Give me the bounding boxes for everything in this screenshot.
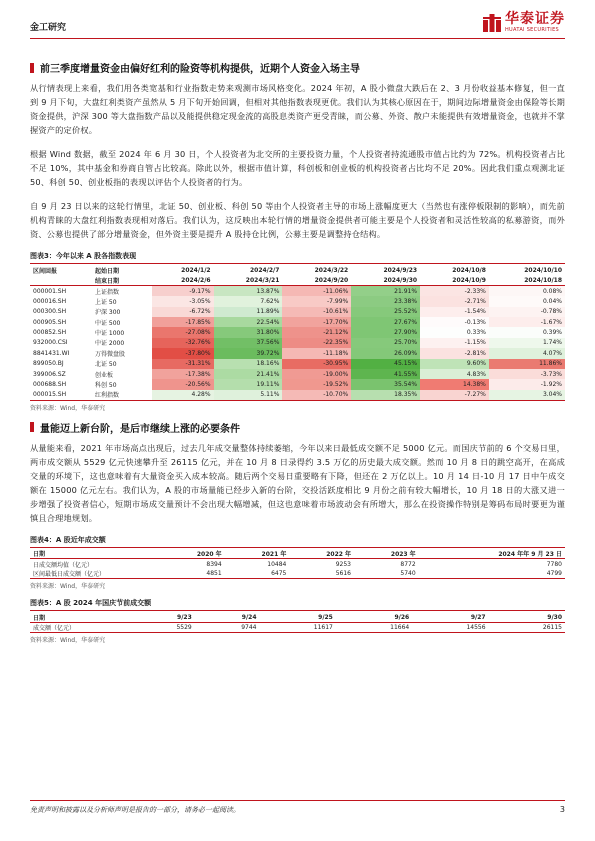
return-cell: 27.90% bbox=[351, 327, 420, 337]
header-cell: 2021 年 bbox=[261, 551, 287, 559]
index-name: 北证 50 bbox=[95, 361, 117, 369]
table-cell: 8772 bbox=[400, 560, 416, 568]
return-cell: -6.72% bbox=[152, 307, 214, 317]
table-header-row bbox=[30, 612, 565, 622]
return-cell: 45.15% bbox=[351, 359, 420, 369]
table-cell: 26115 bbox=[542, 624, 562, 632]
index-code: 000300.SH bbox=[33, 308, 67, 316]
return-cell: 23.38% bbox=[351, 296, 420, 306]
section-title bbox=[30, 60, 565, 75]
return-cell: 1.74% bbox=[489, 338, 565, 348]
return-cell: -32.76% bbox=[152, 338, 214, 348]
table-cell: 9253 bbox=[335, 560, 352, 568]
header-cell: 日期 bbox=[33, 551, 46, 559]
header-cell: 2024/2/6 bbox=[181, 276, 211, 284]
header-cell bbox=[30, 275, 92, 285]
turnover-by-year-table bbox=[30, 549, 565, 580]
header-cell: 区间回报 bbox=[33, 267, 58, 275]
return-cell: 39.72% bbox=[214, 348, 283, 358]
return-cell: 27.67% bbox=[351, 317, 420, 327]
index-name: 上证 50 bbox=[95, 298, 117, 306]
header-divider bbox=[30, 38, 565, 39]
table-cell: 7780 bbox=[546, 560, 562, 568]
header-cell: 2024 年年 9 月 23 日 bbox=[498, 551, 562, 559]
huatai-logo bbox=[483, 12, 565, 33]
index-code: 000688.SH bbox=[33, 380, 67, 388]
return-cell: 35.54% bbox=[351, 379, 420, 389]
table-row bbox=[30, 623, 565, 633]
table-row bbox=[30, 327, 565, 337]
return-cell: 4.07% bbox=[489, 348, 565, 358]
footer-disclaimer: 免责声明和披露以及分析师声明是报告的一部分，请务必一起阅读。 bbox=[30, 806, 240, 814]
section-title-text: 前三季度增量资金由偏好红利的险资等机构提供，近期个人资金入场主导 bbox=[40, 64, 360, 75]
row-label: 区间最低日成交额（亿元） bbox=[33, 571, 106, 579]
table-row bbox=[30, 379, 565, 389]
return-cell: -2.33% bbox=[420, 286, 489, 296]
return-cell: 0.33% bbox=[420, 327, 489, 337]
section-marker bbox=[30, 422, 34, 432]
return-cell: -17.70% bbox=[282, 317, 351, 327]
table-cell: 9744 bbox=[241, 624, 257, 632]
table-cell: 5740 bbox=[400, 570, 416, 578]
header-cell: 2023 年 bbox=[390, 551, 416, 559]
return-cell: -19.52% bbox=[282, 379, 351, 389]
header-cell: 2024/3/21 bbox=[245, 276, 280, 284]
index-code: 899050.BJ bbox=[33, 360, 64, 368]
index-name: 沪深 300 bbox=[95, 309, 121, 317]
return-cell: 13.87% bbox=[214, 286, 283, 296]
header-cell: 日期 bbox=[33, 614, 46, 622]
huatai-logo-icon bbox=[483, 14, 501, 32]
main-content bbox=[30, 60, 565, 652]
index-name: 万得微盘股 bbox=[95, 350, 126, 358]
table-title: 图表3：今年以来 A 股各指数表现 bbox=[30, 251, 565, 264]
section-title bbox=[30, 420, 565, 435]
table-cell: 5616 bbox=[335, 570, 352, 578]
return-cell: 21.91% bbox=[351, 286, 420, 296]
return-cell: 7.62% bbox=[214, 296, 283, 306]
return-cell: -31.31% bbox=[152, 359, 214, 369]
return-cell: 0.39% bbox=[489, 327, 565, 337]
return-cell: -9.17% bbox=[152, 286, 214, 296]
index-code: 000001.SH bbox=[33, 287, 67, 295]
table-row bbox=[30, 286, 565, 296]
return-cell: -1.54% bbox=[420, 307, 489, 317]
header-cell: 2024/10/9 bbox=[452, 276, 486, 284]
footer-divider bbox=[30, 800, 565, 801]
return-cell: 11.89% bbox=[214, 307, 283, 317]
return-cell: 21.41% bbox=[214, 369, 283, 379]
table-cell: 8394 bbox=[206, 560, 222, 568]
table-source: 资料来源：Wind，华泰研究 bbox=[30, 583, 106, 591]
return-cell: -0.13% bbox=[420, 317, 489, 327]
table-row bbox=[30, 338, 565, 348]
return-cell: -1.92% bbox=[489, 379, 565, 389]
header-cell: 9/26 bbox=[394, 613, 410, 621]
header-cell: 9/23 bbox=[177, 613, 192, 621]
index-code: 8841431.WI bbox=[33, 349, 70, 357]
header-cell: 2024/9/30 bbox=[383, 276, 418, 284]
section-title-text: 量能迈上新台阶，是后市继续上涨的必要条件 bbox=[40, 423, 240, 435]
index-code: 000905.SH bbox=[33, 318, 67, 326]
index-name: 中证 500 bbox=[95, 319, 121, 327]
return-cell: 9.60% bbox=[420, 359, 489, 369]
header-cell: 2024/3/22 bbox=[314, 266, 349, 274]
logo-name: 华泰证券 bbox=[505, 11, 565, 27]
header-cell: 2024/9/23 bbox=[383, 266, 418, 274]
return-cell: -11.06% bbox=[282, 286, 351, 296]
return-cell: 26.09% bbox=[351, 348, 420, 358]
header-cell: 2024/9/20 bbox=[314, 276, 349, 284]
return-cell: -1.15% bbox=[420, 338, 489, 348]
return-cell: -17.85% bbox=[152, 317, 214, 327]
return-cell: -7.27% bbox=[420, 390, 489, 400]
section-marker bbox=[30, 63, 34, 73]
index-code: 000016.SH bbox=[33, 297, 67, 305]
return-cell: -20.56% bbox=[152, 379, 214, 389]
return-cell: -0.78% bbox=[489, 307, 565, 317]
header-tag: 金工研究 bbox=[30, 23, 67, 33]
index-name: 中证 1000 bbox=[95, 330, 125, 338]
index-name: 科创 50 bbox=[95, 381, 117, 389]
table-header-row bbox=[30, 265, 565, 275]
header-cell: 9/27 bbox=[470, 613, 486, 621]
return-cell: -1.67% bbox=[489, 317, 565, 327]
return-cell: -37.80% bbox=[152, 348, 214, 358]
table-row bbox=[30, 569, 565, 579]
index-performance-table bbox=[30, 265, 565, 401]
return-cell: -30.95% bbox=[282, 359, 351, 369]
return-cell: -27.08% bbox=[152, 327, 214, 337]
return-cell: -7.99% bbox=[282, 296, 351, 306]
table-cell: 10484 bbox=[267, 560, 287, 568]
return-cell: 0.08% bbox=[489, 286, 565, 296]
return-cell: 4.28% bbox=[152, 390, 214, 400]
pre-holiday-turnover-table bbox=[30, 612, 565, 633]
logo-name-en: HUATAI SECURITIES bbox=[505, 27, 559, 33]
table-cell: 5529 bbox=[176, 624, 192, 632]
table-row bbox=[30, 390, 565, 400]
index-code: 399006.SZ bbox=[33, 370, 66, 378]
return-cell: -22.35% bbox=[282, 338, 351, 348]
return-cell: 3.04% bbox=[489, 390, 565, 400]
table-row bbox=[30, 348, 565, 358]
row-label: 日成交额均值（亿元） bbox=[33, 561, 94, 569]
header-cell: 2024/10/8 bbox=[452, 266, 486, 274]
return-cell: 41.55% bbox=[351, 369, 420, 379]
table-header-row bbox=[30, 275, 565, 285]
return-cell: 18.16% bbox=[214, 359, 283, 369]
table-title: 图表4：A 股近年成交额 bbox=[30, 535, 565, 548]
return-cell: 14.38% bbox=[420, 379, 489, 389]
return-cell: -21.12% bbox=[282, 327, 351, 337]
return-cell: -3.73% bbox=[489, 369, 565, 379]
return-cell: 18.35% bbox=[351, 390, 420, 400]
table-source: 资料来源：Wind，华泰研究 bbox=[30, 637, 106, 645]
table-cell: 11664 bbox=[390, 624, 410, 632]
return-cell: 25.70% bbox=[351, 338, 420, 348]
table-header-row bbox=[30, 549, 565, 559]
index-name: 红利指数 bbox=[95, 392, 120, 400]
header-cell: 2024/10/18 bbox=[524, 276, 562, 284]
index-name: 创业板 bbox=[95, 371, 114, 379]
header-cell: 2022 年 bbox=[326, 551, 352, 559]
header-cell: 起始日期 bbox=[95, 267, 120, 275]
table-cell: 4851 bbox=[206, 570, 222, 578]
return-cell: -17.38% bbox=[152, 369, 214, 379]
table-row bbox=[30, 369, 565, 379]
return-cell: 31.80% bbox=[214, 327, 283, 337]
paragraph: 自 9 月 23 日以来的这轮行情里，北证 50、创业板、科创 50 等由个人投资者主导的市场上涨幅度更大（当然也有涨停板限制的影响），而先前机构青睐的大盘红利指数表现相对落后。我们认为，这反映出本轮行情的增量资金提供者可能主要是个人投资者和灵活性较高的私募游资，而外资、公募也提供了部分增量资金，但外资主要是提升 A 股持仓比例，公募主要是调整持仓结构。 bbox=[30, 201, 565, 239]
index-name: 中证 2000 bbox=[95, 340, 125, 348]
row-label: 成交额（亿元） bbox=[33, 625, 76, 633]
index-code: 000852.SH bbox=[33, 329, 67, 337]
header-cell: 9/30 bbox=[547, 613, 562, 621]
return-cell: -2.71% bbox=[420, 296, 489, 306]
header-cell: 2024/2/7 bbox=[249, 266, 280, 274]
page-number: 3 bbox=[559, 805, 565, 814]
table-cell: 11617 bbox=[313, 624, 333, 632]
table-row bbox=[30, 317, 565, 327]
return-cell: -10.61% bbox=[282, 307, 351, 317]
return-cell: -11.18% bbox=[282, 348, 351, 358]
table-row bbox=[30, 296, 565, 306]
header-cell: 9/25 bbox=[318, 613, 333, 621]
table-cell: 14556 bbox=[466, 624, 486, 632]
return-cell: 19.11% bbox=[214, 379, 283, 389]
table-title: 图表5：A 股 2024 年国庆节前成交额 bbox=[30, 598, 565, 611]
return-cell: 37.56% bbox=[214, 338, 283, 348]
return-cell: -19.00% bbox=[282, 369, 351, 379]
paragraph: 从量能来看，2021 年市场高点出现后，过去几年成交量整体持续萎缩，今年以来日最低成交额不足 5000 亿元。而国庆节前的 6 个交易日里，两市成交额从 5529 亿元快速攀升至 26115 亿元，并在 10 月 8 日录得约 3.5 万亿的历史最大成交额。然而 10 月 8 日的跳空高开，在高成交量的环境下，这也意味着有大量资金买入成本较高。随后两个交易日重要略有下降，但还在 2 万亿以上。10 月 14 日-10 月 17 日中午成交额在 15000 亿元左右。我们认为，A 股的市场量能已经步入新的台阶，交投活跃度相比 9 月份之前有较大幅增长，10 月 18 日的大涨又进一步增强了投资者信心，短期市场成交量预计不会出现大幅增减，但这也意味着市场波动会有所增大，那么在投资操作特别是筹码布局时要更为谨慎且合理地规划。 bbox=[30, 442, 565, 523]
header-cell: 结束日期 bbox=[95, 277, 120, 285]
index-code: 000015.SH bbox=[33, 391, 67, 399]
return-cell: 25.52% bbox=[351, 307, 420, 317]
return-cell: 5.11% bbox=[214, 390, 283, 400]
paragraph: 根据 Wind 数据，截至 2024 年 6 月 30 日，个人投资者为北交所的主要投资力量，个人投资者持流通股市值占比约为 72%。机构投资者占比不足 10%，其中基金和券商自管占比较高。除此以外，根据市值计算，科创板和创业板的机构投资者占比均不足 20%。因此我们重点观测北证 50、科创 50、创业板指的表现以评估个人投资者的行为。 bbox=[30, 149, 565, 187]
index-name: 上证指数 bbox=[95, 288, 120, 296]
return-cell: -3.05% bbox=[152, 296, 214, 306]
return-cell: 11.86% bbox=[489, 359, 565, 369]
return-cell: -10.70% bbox=[282, 390, 351, 400]
table-row bbox=[30, 359, 565, 369]
return-cell: -2.81% bbox=[420, 348, 489, 358]
header-cell: 2024/1/2 bbox=[181, 266, 211, 274]
table-cell: 6475 bbox=[271, 570, 287, 578]
table-source: 资料来源：Wind，华泰研究 bbox=[30, 404, 106, 412]
return-cell: 4.83% bbox=[420, 369, 489, 379]
table-cell: 4799 bbox=[546, 570, 562, 578]
header-cell: 9/24 bbox=[241, 613, 257, 621]
table-row bbox=[30, 559, 565, 569]
header-cell: 2024/10/10 bbox=[524, 266, 562, 274]
table-row bbox=[30, 307, 565, 317]
return-cell: 22.54% bbox=[214, 317, 283, 327]
header-cell: 2020 年 bbox=[196, 551, 222, 559]
return-cell: 0.04% bbox=[489, 296, 565, 306]
index-code: 932000.CSI bbox=[33, 339, 68, 347]
paragraph: 从行情表现上来看，我们用各类宽基和行业指数走势来观测市场风格变化。2024 年初，A 股小微盘大跌后在 2、3 月份收益基本修复，但一直到 9 月下旬，大盘红利类资产虽然从 5 月下旬开始回调，但相对其他指数表现更优。我们认为其核心原因在于，期间边际增量资金由保险等长期资金提供，沪深 300 等大盘指数产品以及能提供稳定现金流的高股息类资产更受青睐，而公募、外资、散户未能提供有效增量资金，也就并不掌握资产的定价权。 bbox=[30, 83, 565, 135]
